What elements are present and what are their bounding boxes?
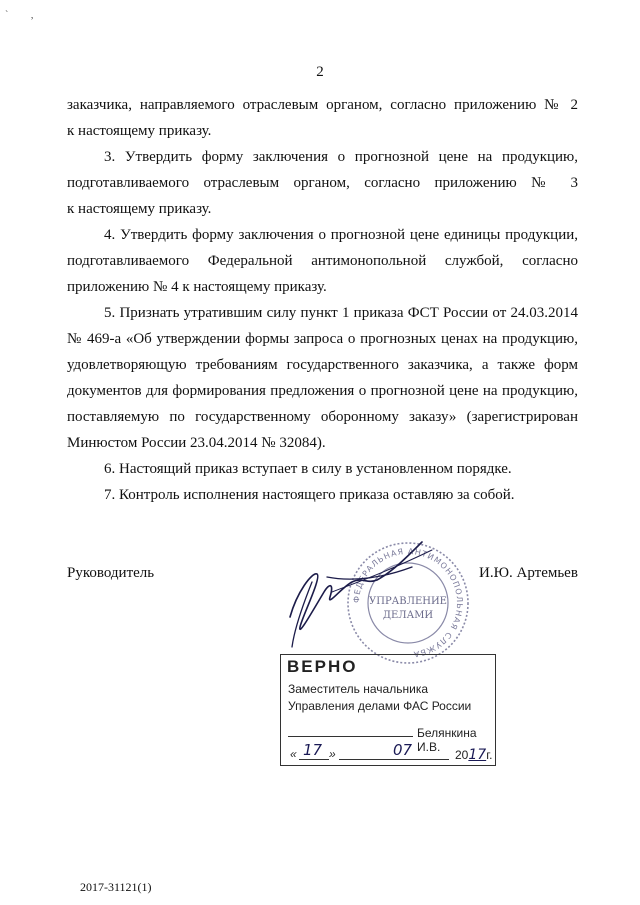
paragraph-line: к настоящему приказу. [67, 201, 212, 217]
signer-name: И.Ю. Артемьев [479, 565, 578, 581]
certification-heading: ВЕРНО [287, 657, 358, 676]
paragraph-line: удовлетворяющую требованиям государственного заказчика, а также форм [67, 357, 578, 373]
date-year-suffix: 17 [468, 747, 487, 763]
certification-signature-line [288, 736, 413, 737]
paragraph-line: подготавливаемого Федеральной антимонопольной службой, согласно [67, 253, 578, 269]
paragraph-line: 4. Утвердить форму заключения о прогнозной цене единицы продукции, [104, 227, 578, 243]
date-month: 07 [393, 741, 413, 759]
corner-scan-marks: ` , [5, 10, 44, 21]
certification-department: Управления делами ФАС России [288, 699, 472, 713]
date-year-end: г. [486, 748, 493, 762]
signer-title: Руководитель [67, 565, 155, 581]
seal-center-line1: УПРАВЛЕНИЕ [369, 596, 447, 607]
certification-stamp [280, 654, 496, 766]
date-quote-open: « [290, 747, 297, 761]
paragraph-line: к настоящему приказу. [67, 123, 212, 139]
document-body [67, 92, 578, 144]
paragraph-line: поставляемую по государственному оборонному заказу» (зарегистрирован [67, 409, 578, 425]
paragraph-line: 7. Контроль исполнения настоящего приказа оставляю за собой. [104, 487, 515, 503]
certification-position: Заместитель начальника [288, 682, 429, 696]
paragraph-line: заказчика, направляемого отраслевым органом, согласно приложению № 2 [67, 97, 578, 113]
paragraph-5 [67, 300, 578, 456]
seal-center-line2: ДЕЛАМИ [382, 610, 434, 621]
paragraph-line: 3. Утвердить форму заключения о прогнозной цене на продукцию, [104, 149, 578, 165]
date-day-line [299, 759, 329, 760]
handwritten-signature [272, 522, 442, 652]
date-year-prefix: 20 [455, 748, 469, 762]
paragraph-line: 6. Настоящий приказ вступает в силу в установленном порядке. [104, 461, 512, 477]
certification-signer: Белянкина И.В. [417, 726, 477, 754]
date-year [455, 747, 492, 763]
paragraph-7 [67, 482, 578, 508]
paragraph-line: 5. Признать утратившим силу пункт 1 приказа ФСТ России от 24.03.2014 [104, 305, 578, 321]
paragraph-line: документов для формирования предложения о прогнозной цене на продукцию, [67, 383, 578, 399]
paragraph-line: Минюстом России 23.04.2014 № 32084). [67, 435, 326, 451]
paragraph-line: № 469-а «Об утверждении формы запроса о прогнозных ценах на продукцию, [67, 331, 578, 347]
date-day: 17 [303, 741, 323, 759]
paragraph-line: приложению № 4 к настоящему приказу. [67, 279, 327, 295]
document-code: 2017-31121(1) [80, 880, 152, 894]
date-quote-close: » [329, 747, 336, 761]
page-number: 2 [316, 64, 324, 80]
paragraph-4 [67, 222, 578, 300]
paragraph-line: подготавливаемого отраслевым органом, согласно приложению № 3 [67, 175, 578, 191]
paragraph-3 [67, 144, 578, 222]
paragraph-6 [67, 456, 578, 482]
seal-ring-text: ФЕДЕРАЛЬНАЯ АНТИМОНОПОЛЬНАЯ СЛУЖБА [351, 546, 465, 659]
date-month-line [339, 759, 449, 760]
